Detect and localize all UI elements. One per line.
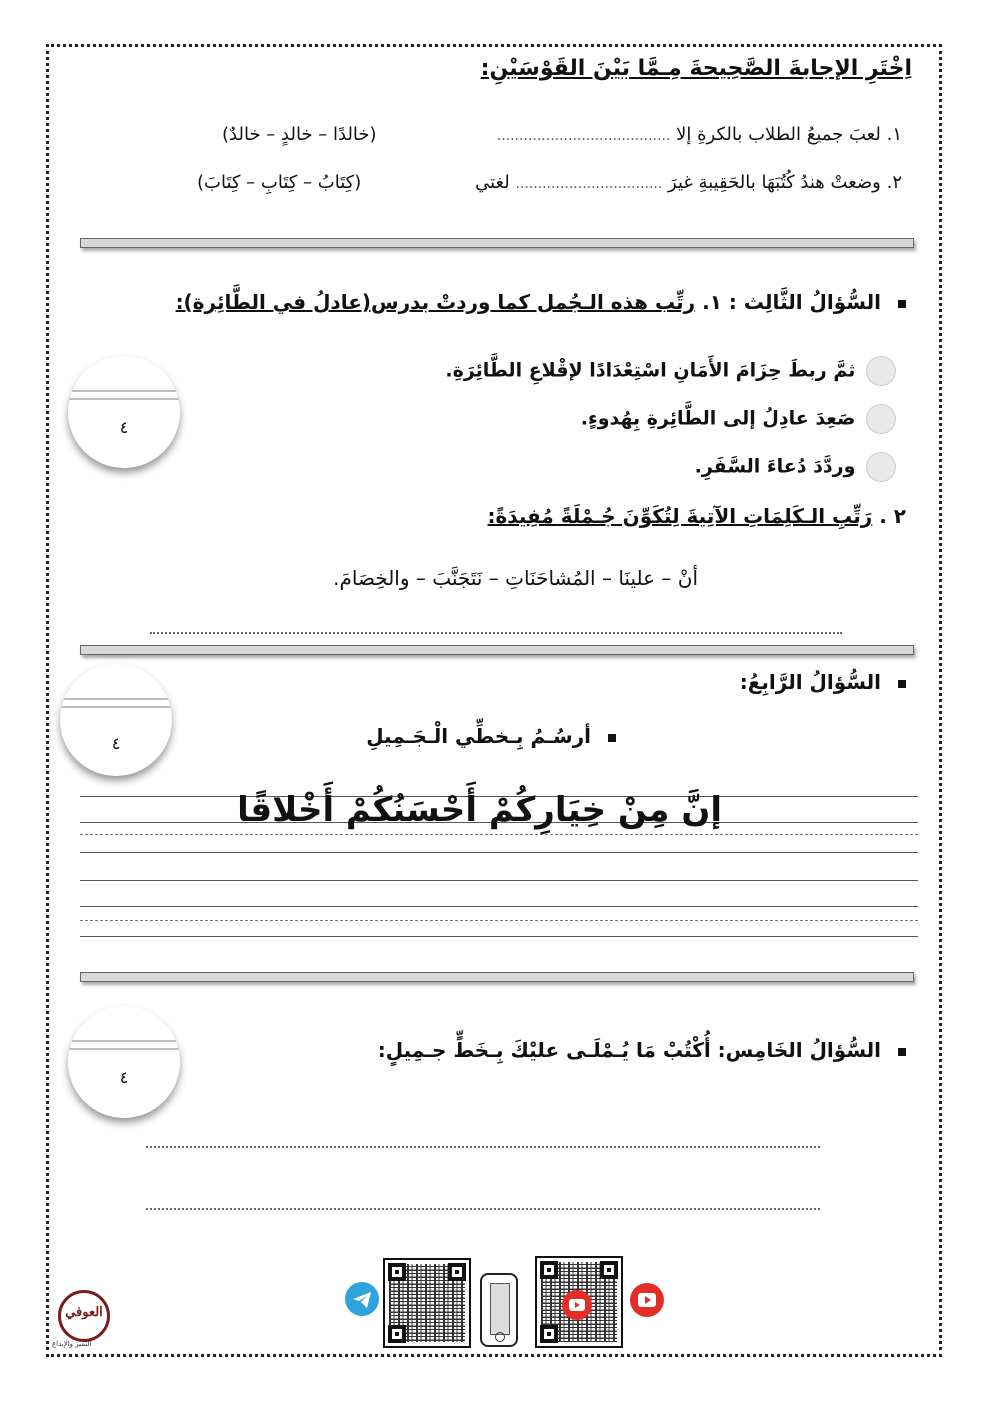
sentence-text: ثمَّ ربطَ حِزَامَ الأَمَانِ اسْتِعْدَادًا لإقْلاعِ الطَّائِرَةِ. <box>445 359 856 382</box>
score-circle <box>68 356 180 468</box>
youtube-icon[interactable] <box>630 1283 664 1317</box>
section-divider <box>80 238 914 248</box>
bullet-icon <box>898 300 906 308</box>
options: (خالدًا – خالدٍ – خالدٌ) <box>222 124 377 145</box>
title-text: السُّؤالُ الخَامِس: أُكْتُبْ مَا يُـمْلَـى عليْكَ بِـخَطٍّ جـمِيلٍ: <box>377 1038 882 1062</box>
order-circle[interactable] <box>866 404 896 434</box>
subsection-title <box>488 504 907 528</box>
options: (كِتَابُ – كِتَابِ – كِتَابَ) <box>197 172 362 193</box>
sentence-text: صَعِدَ عادِلُ إلى الطَّائِرةِ بِهُدوءٍ. <box>580 407 856 430</box>
question-item <box>82 172 902 193</box>
sentence-text: وردَّدَ دُعاءَ السَّفَرِ. <box>694 455 856 478</box>
title-text: السُّؤالُ الرَّابِعُ: <box>739 670 882 694</box>
logo <box>58 1290 110 1342</box>
youtube-icon[interactable] <box>562 1290 592 1320</box>
section-divider <box>80 972 914 982</box>
telegram-icon[interactable] <box>345 1282 379 1316</box>
answer-line[interactable] <box>146 1146 820 1148</box>
logo-subtitle: التميز والإبداع <box>52 1340 92 1348</box>
section-divider <box>80 645 914 655</box>
item-number: ٢. <box>886 172 902 193</box>
item-text: وضعتْ هندُ كُتُبَهَا بالحَقِيبةِ غيرَ <box>668 172 881 193</box>
instruction-text: أرسُـمُ بِـخطِّي الْـجَـمِيلِ <box>366 724 592 748</box>
bullet-icon <box>898 680 906 688</box>
item-text: لعبَ جميعُ الطلاب بالكرةِ إلا <box>676 124 881 145</box>
word-list: أنْ – علينَا – المُشاحَنَاتِ – نَتَجَنَّبَ – والخِصَامَ. <box>333 566 698 590</box>
section-title <box>740 670 906 694</box>
bullet-icon <box>608 734 616 742</box>
score-value: ٤ <box>119 418 129 437</box>
item-number: ١. <box>886 124 902 145</box>
sentence-item <box>445 356 896 386</box>
hadith-text: إنَّ مِنْ خِيَارِكُمْ أَحْسَنُكُمْ أَخْلاقًا <box>237 790 722 830</box>
section-title: اِخْتَرِ الإجابةَ الصَّحِيحةَ مِـمَّا بَيْنَ القَوْسَيْنِ: <box>480 56 912 81</box>
section-title <box>176 290 906 314</box>
score-value: ٤ <box>119 1068 129 1087</box>
title-underlined: رَتِّبِ الـكَلِمَاتِ الآتِيةَ لِتُكَوِّنَ جُـمْلَةً مُفِيدَةً: <box>487 504 873 528</box>
sentence-item <box>581 404 896 434</box>
answer-blank[interactable]: ................................. <box>515 176 663 192</box>
title-underlined: رتِّب هذه الـجُمل كما وردتْ بدرس(عادلُ في الطَّائِرة): <box>175 290 696 314</box>
instruction <box>366 724 616 748</box>
answer-line[interactable] <box>150 632 842 634</box>
answer-line[interactable] <box>146 1208 820 1210</box>
item-text-after: لغتي <box>475 172 510 193</box>
sentence-item <box>695 452 896 482</box>
item-number: ٢ . <box>879 504 906 528</box>
question-item <box>82 124 902 145</box>
order-circle[interactable] <box>866 452 896 482</box>
score-circle <box>68 1006 180 1118</box>
score-value: ٤ <box>111 734 121 753</box>
logo-text: العوفي <box>65 1305 103 1320</box>
order-circle[interactable] <box>866 356 896 386</box>
score-circle <box>60 664 172 776</box>
bullet-icon <box>898 1048 906 1056</box>
qr-code[interactable] <box>383 1258 471 1348</box>
answer-blank[interactable]: ....................................... <box>496 128 671 144</box>
phone-icon <box>480 1273 518 1347</box>
title-prefix: السُّؤالُ الثَّالِث : ١. <box>702 290 882 314</box>
section-title <box>378 1038 906 1062</box>
